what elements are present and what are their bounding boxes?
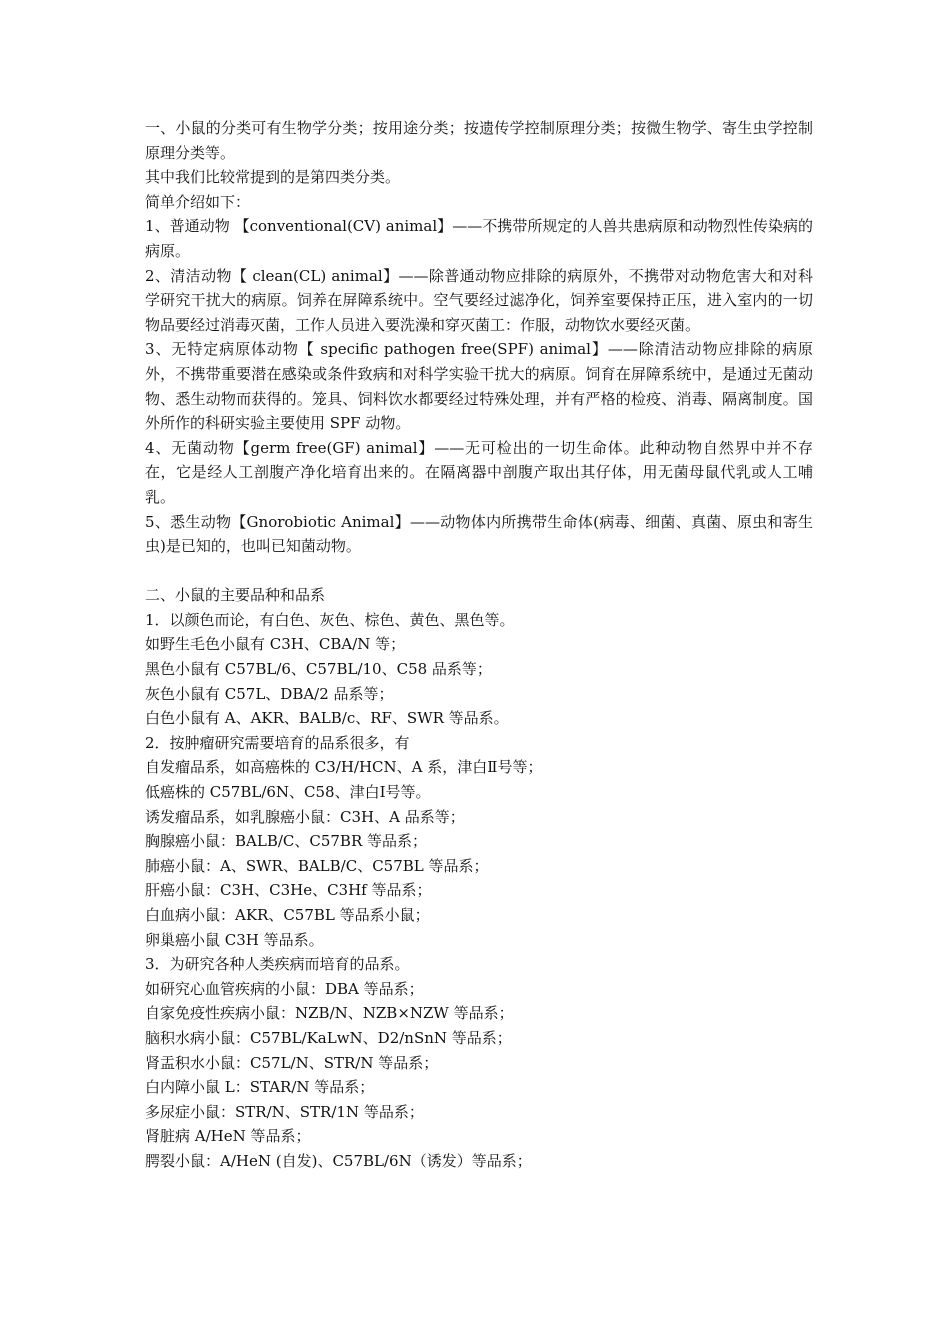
strain-line: 如野生毛色小鼠有 C3H、CBA/N 等； — [145, 635, 406, 654]
strain-line: 白色小鼠有 A、AKR、BALB/c、RF、SWR 等品系。 — [145, 709, 509, 728]
document-body — [145, 116, 813, 1174]
strain-line: 胸腺癌小鼠：BALB/C、C57BR 等品系； — [145, 832, 428, 851]
strain-line: 脑积水病小鼠：C57BL/KaLwN、D2/nSnN 等品系； — [145, 1028, 512, 1047]
section2-title: 二、小鼠的主要品种和品系 — [145, 586, 326, 605]
section1-intro: 一、小鼠的分类可有生物学分类；按用途分类；按遗传学控制原理分类；按微生物学、寄生虫学控制原理分类等。 — [145, 119, 813, 162]
strain-line: 肾脏病 A/HeN 等品系； — [145, 1127, 311, 1146]
paragraph-gap — [145, 559, 813, 584]
strain-line: 白血病小鼠：AKR、C57BL 等品系小鼠； — [145, 906, 430, 924]
strain-line: 肺癌小鼠：A、SWR、BALB/C、C57BL 等品系； — [145, 856, 489, 875]
classification-item-germ-free: 4、无菌动物【germ free(GF) animal】——无可检出的一切生命体。此种动物自然界中并不存在，它是经人工剖腹产净化培育出来的。在隔离器中剖腹产取出其仔体，用无菌母鼠代乳或人工哺乳。 — [145, 438, 813, 506]
strain-line: 如研究心血管疾病的小鼠：DBA 等品系； — [145, 979, 424, 998]
classification-item-spf: 3、无特定病原体动物【 specific pathogen free(SPF) animal】——除清洁动物应排除的病原外，不携带重要潜在感染或条件致病和对科学实验干扰大的病原。饲育在屏障系统中，是通过无菌动物、悉生动物而获得的。笼具、饲料饮水都要经过特殊处理，并有严格的检疫、消毒、隔离制度。国外所作的科研实验主要使用 SPF 动物。 — [145, 340, 813, 433]
strain-line: 自家免疫性疾病小鼠：NZB/N、NZB×NZW 等品系； — [145, 1004, 514, 1023]
strain-line: 灰色小鼠有 C57L、DBA/2 品系等； — [145, 684, 394, 703]
strain-line: 3．为研究各种人类疾病而培育的品系。 — [145, 955, 410, 974]
classification-item-conventional: 1、普通动物 【conventional(CV) animal】——不携带所规定的人兽共患病原和动物烈性传染病的病原。 — [145, 217, 813, 260]
strain-line: 2．按肿瘤研究需要培育的品系很多，有 — [145, 733, 410, 752]
strain-line: 低癌株的 C57BL/6N、C58、津白Ⅰ号等。 — [145, 783, 431, 802]
strain-line: 肾盂积水小鼠：C57L/N、STR/N 等品系； — [145, 1053, 439, 1072]
strain-line: 白内障小鼠 L：STAR/N 等品系； — [145, 1078, 375, 1097]
strain-line: 多尿症小鼠：STR/N、STR/1N 等品系； — [145, 1102, 424, 1121]
classification-item-clean: 2、清洁动物【 clean(CL) animal】——除普通动物应排除的病原外，不携带对动物危害大和对科学研究干扰大的病原。饲养在屏障系统中。空气要经过滤净化，饲养室要保持正压，进入室内的一切物品要经过消毒灭菌，工作人员进入要洗澡和穿灭菌工：作服，动物饮水要经灭菌。 — [145, 266, 813, 334]
strain-line: 肝癌小鼠：C3H、C3He、C3Hf 等品系； — [145, 881, 432, 900]
classification-item-gnotobiotic: 5、悉生动物【Gnorobiotic Animal】——动物体内所携带生命体(病毒、细菌、真菌、原虫和寄生虫)是已知的，也叫已知菌动物。 — [145, 512, 813, 556]
section1-line: 其中我们比较常提到的是第四类分类。 — [145, 168, 401, 187]
section1-line: 简单介绍如下： — [145, 192, 251, 211]
strain-line: 诱发瘤品系，如乳腺癌小鼠：C3H、A 品系等； — [145, 807, 465, 826]
strain-line: 1．以颜色而论，有白色、灰色、棕色、黄色、黑色等。 — [145, 610, 515, 629]
strain-line: 黑色小鼠有 C57BL/6、C57BL/10、C58 品系等； — [145, 660, 492, 679]
strain-line: 腭裂小鼠：A/HeN (自发)、C57BL/6N（诱发）等品系； — [145, 1151, 532, 1170]
strain-line: 自发瘤品系，如高癌株的 C3/H/HCN、A 系，津白Ⅱ号等； — [145, 758, 543, 777]
strain-line: 卵巢癌小鼠 C3H 等品系。 — [145, 930, 324, 949]
